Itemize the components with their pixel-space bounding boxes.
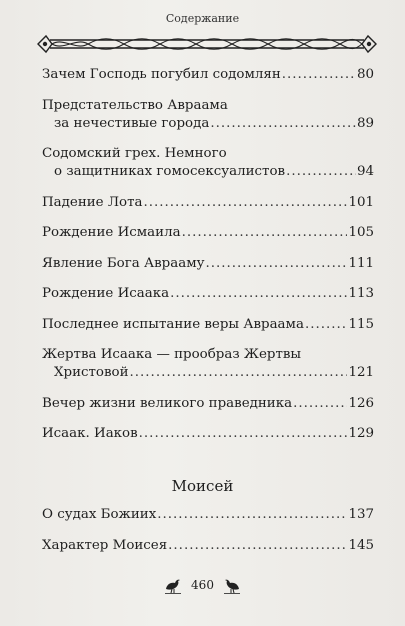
toc-entry-page: 129 [348,426,374,441]
toc-entry [42,316,374,334]
leader-dots [282,66,356,84]
toc-entry-title: Зачем Господь погубил содомлян [42,67,281,82]
leader-dots [170,285,347,303]
page-footer [0,573,405,597]
leader-dots [286,163,356,181]
toc-entry [42,194,374,212]
table-of-contents [42,66,374,456]
toc-entry [42,425,374,443]
leader-dots [130,364,348,382]
toc-entry-page: 101 [348,194,374,210]
toc-entry [42,66,374,84]
leader-dots [168,537,347,555]
toc-entry-page: 80 [356,67,374,82]
toc-entry [42,255,374,273]
leader-dots [144,194,348,212]
toc-entry-title-line1: Жертва Исаака — прообраз Жертвы [42,347,302,362]
toc-entry-title-line1: Предстательство Авраама [42,97,228,113]
toc-entry [42,537,374,555]
running-title: Содержание [165,12,240,25]
leader-dots [210,115,356,133]
toc-entry-title: Последнее испытание веры Авраама [42,316,304,332]
toc-entry-page: 89 [356,115,374,131]
page-number: 460 [191,578,214,592]
ornamental-divider-icon [36,33,378,55]
toc-entry-title: Вечер жизни великого праведника [42,395,293,411]
toc-entry-title: Характер Моисея [42,537,168,553]
toc-entry-title: Рождение Исаака [42,286,170,301]
table-of-contents-section [42,506,374,567]
bird-ornament-icon [222,575,242,595]
toc-entry-title: Исаак. Иаков [42,426,138,441]
leader-dots [182,224,348,242]
toc-entry-page: 113 [348,286,374,301]
section-heading: Моисей [171,477,234,495]
toc-entry-page: 145 [348,537,374,553]
toc-entry [42,346,374,382]
toc-entry [42,145,374,181]
toc-entry-page: 137 [348,507,374,522]
toc-entry-page: 115 [348,316,374,332]
toc-entry-page: 105 [348,225,374,240]
bird-ornament-icon [163,575,183,595]
leader-dots [139,425,348,443]
toc-entry-page: 111 [348,255,374,271]
toc-entry-title: за нечестивые города [54,115,210,131]
toc-entry-title: Рождение Исмаила [42,225,181,240]
toc-entry [42,285,374,303]
toc-entry-title-line1: Содомский грех. Немного [42,146,227,161]
toc-entry [42,224,374,242]
toc-entry-page: 94 [356,164,374,179]
toc-entry-page: 121 [348,365,374,380]
leader-dots [157,506,347,524]
toc-entry-title: О судах Божиих [42,507,157,522]
toc-entry-title: Христовой [54,365,129,380]
toc-entry [42,395,374,413]
toc-entry-title: Явление Бога Аврааму [42,255,205,271]
toc-entry [42,97,374,133]
leader-dots [206,255,348,273]
leader-dots [305,316,347,334]
leader-dots [293,395,347,413]
toc-entry-title: о защитниках гомосексуалистов [54,164,286,179]
toc-entry [42,506,374,524]
toc-entry-page: 126 [348,395,374,411]
toc-entry-title: Падение Лота [42,194,143,210]
